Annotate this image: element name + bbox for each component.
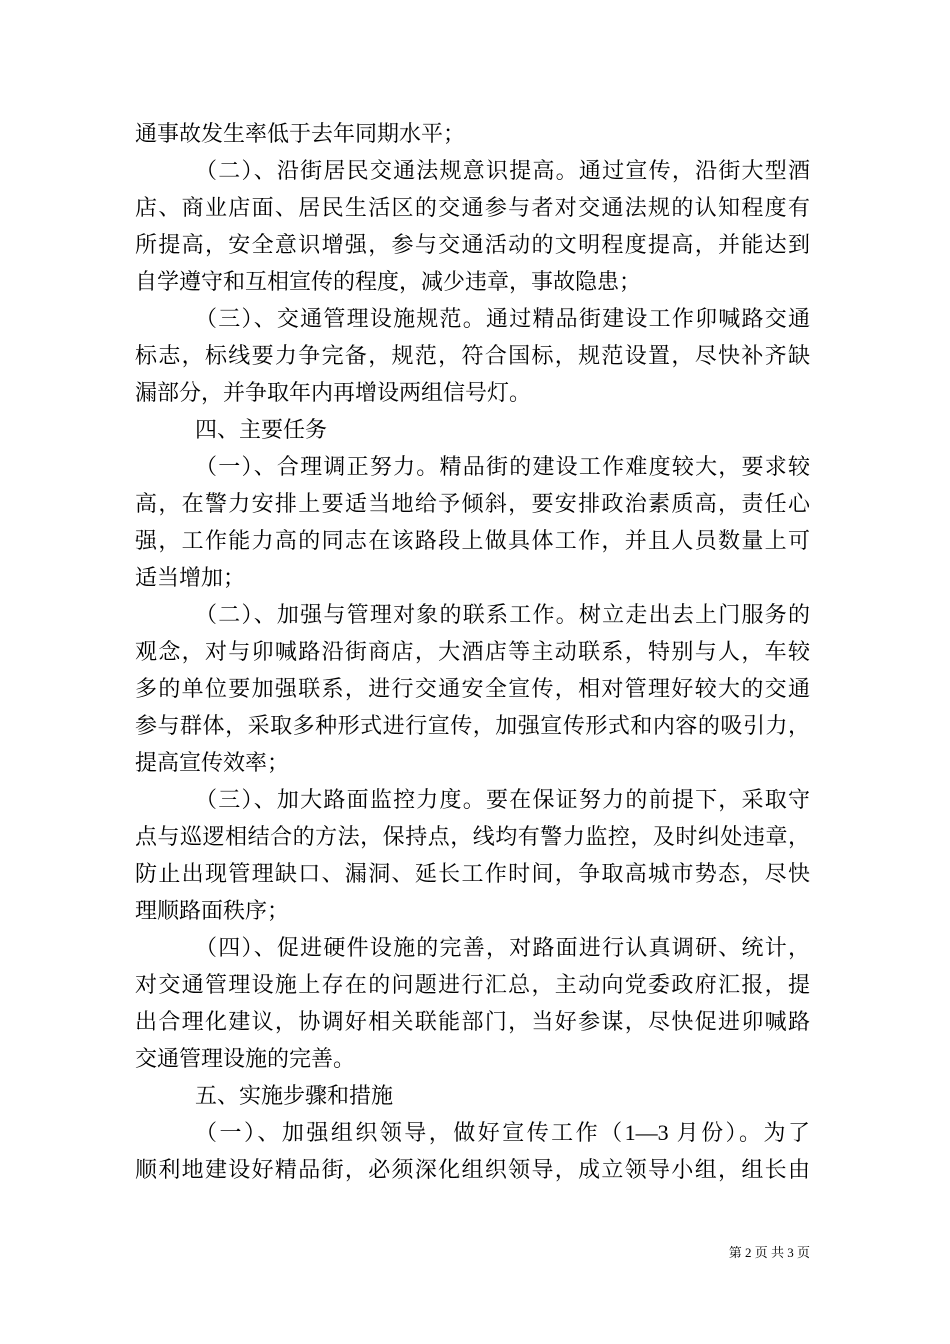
text-line: 适当增加； — [135, 565, 246, 590]
text-line: （一）、合理调正努力。精品街的建设工作难度较大，要求较 — [195, 454, 810, 479]
text-line: 对交通管理设施上存在的问题进行汇总，主动向党委政府汇报，提 — [135, 972, 810, 997]
page-number-label: 第 2 页 共 3 页 — [728, 1245, 810, 1260]
text-line: 出合理化建议，协调好相关联能部门，当好参谋，尽快促进卯喊路 — [135, 1009, 810, 1034]
text-line: 交通管理设施的完善。 — [135, 1046, 356, 1071]
text-line: 点与巡逻相结合的方法，保持点，线均有警力监控，及时纠处违章， — [135, 824, 810, 849]
text-line: （三）、交通管理设施规范。通过精品街建设工作卯喊路交通 — [195, 306, 810, 331]
text-line: 参与群体，采取多种形式进行宣传，加强宣传形式和内容的吸引力， — [135, 713, 810, 738]
text-line: （二）、加强与管理对象的联系工作。树立走出去上门服务的 — [195, 602, 810, 627]
text-line: 所提高，安全意识增强，参与交通活动的文明程度提高，并能达到 — [135, 232, 810, 257]
text-line: 强，工作能力高的同志在该路段上做具体工作，并且人员数量上可 — [135, 528, 810, 553]
text-line: 防止出现管理缺口、漏洞、延长工作时间，争取高城市势态，尽快 — [135, 861, 810, 886]
text-line: （一）、加强组织领导，做好宣传工作（1—3 月份）。为了 — [195, 1120, 810, 1145]
text-line: 五、实施步骤和措施 — [195, 1083, 394, 1108]
text-line: 多的单位要加强联系，进行交通安全宣传，相对管理好较大的交通 — [135, 676, 810, 701]
text-line: 店、商业店面、居民生活区的交通参与者对交通法规的认知程度有 — [135, 195, 810, 220]
text-line: 观念，对与卯喊路沿街商店，大酒店等主动联系，特别与人，车较 — [135, 639, 810, 664]
text-line: （三）、加大路面监控力度。要在保证努力的前提下，采取守 — [195, 787, 810, 812]
page-footer — [135, 1243, 810, 1263]
text-line: 四、主要任务 — [195, 417, 328, 442]
text-line: 标志，标线要力争完备，规范，符合国标，规范设置，尽快补齐缺 — [135, 343, 810, 368]
document-body — [135, 115, 810, 1188]
text-line: 自学遵守和互相宣传的程度，减少违章，事故隐患； — [135, 269, 642, 294]
text-line: （四）、促进硬件设施的完善，对路面进行认真调研、统计， — [195, 935, 810, 960]
text-line: 顺利地建设好精品街，必须深化组织领导，成立领导小组，组长由 — [135, 1157, 810, 1182]
text-line: 提高宣传效率； — [135, 750, 290, 775]
text-line: 漏部分，并争取年内再增设两组信号灯。 — [135, 380, 532, 405]
text-line: （二）、沿街居民交通法规意识提高。通过宣传，沿街大型酒 — [195, 158, 810, 183]
text-line: 理顺路面秩序； — [135, 898, 290, 923]
text-line: 高，在警力安排上要适当地给予倾斜，要安排政治素质高，责任心 — [135, 491, 810, 516]
text-line: 通事故发生率低于去年同期水平； — [135, 121, 466, 146]
